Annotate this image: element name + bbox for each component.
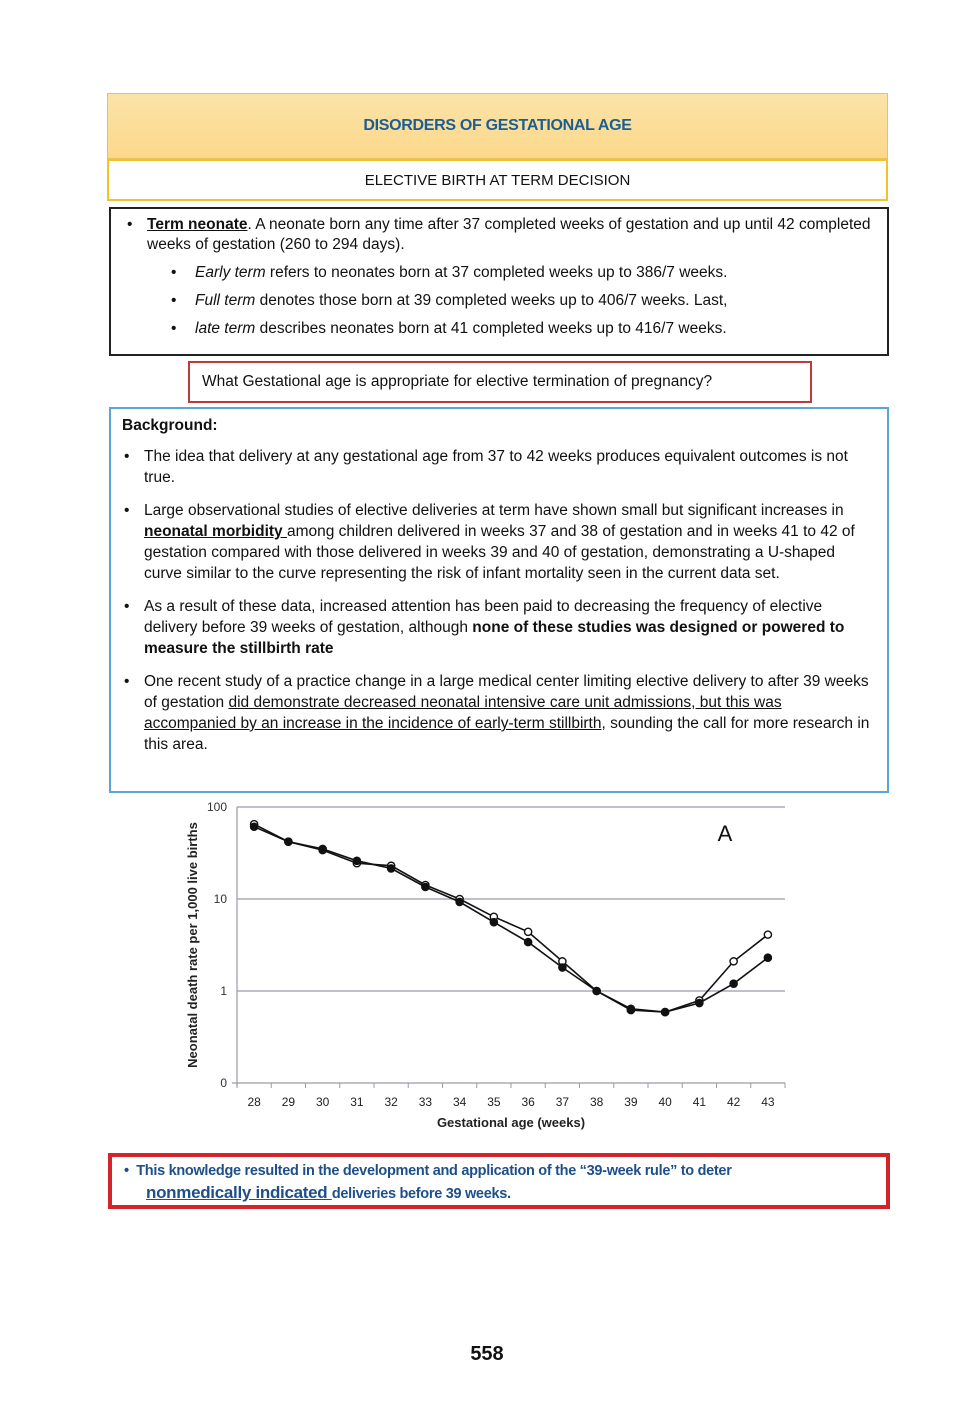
svg-text:38: 38 <box>589 1095 604 1109</box>
svg-text:31: 31 <box>350 1095 364 1109</box>
subitem-text: refers to neonates born at 37 completed weeks up to 386/7 weeks. <box>265 264 728 281</box>
definition-box <box>109 207 889 356</box>
svg-text:32: 32 <box>384 1095 398 1109</box>
svg-text:Gestational age (weeks): Gestational age (weeks) <box>436 1115 586 1130</box>
bullet-icon: • <box>124 1163 137 1179</box>
conclusion-box <box>108 1153 890 1209</box>
svg-text:29: 29 <box>281 1095 296 1109</box>
svg-text:30: 30 <box>315 1095 330 1109</box>
conclusion-text: This knowledge resulted in the development and application of the “39-week rule” to deter <box>136 1163 732 1179</box>
background-text: , sounding the call for more research in this area. <box>144 715 870 753</box>
subitem-label: late term <box>195 320 256 337</box>
svg-text:41: 41 <box>692 1095 707 1109</box>
svg-text:28: 28 <box>247 1095 261 1109</box>
subitem-text: denotes those born at 39 completed weeks up to 406/7 weeks. Last, <box>255 292 728 309</box>
svg-text:0: 0 <box>220 1076 227 1090</box>
subitem-early-term <box>169 263 873 283</box>
background-item <box>122 596 873 659</box>
conclusion-text: deliveries before 39 weeks. <box>331 1186 511 1202</box>
svg-text:35: 35 <box>487 1095 501 1109</box>
background-text: Large observational studies of elective deliveries at term have shown small but significant increases in <box>144 502 844 519</box>
background-box <box>109 407 889 793</box>
section-title: DISORDERS OF GESTATIONAL AGE <box>363 117 632 134</box>
background-item <box>122 500 873 584</box>
subitem-label: Full term <box>195 292 256 309</box>
subitem-text: describes neonates born at 41 completed weeks up to 416/7 weeks. <box>255 320 727 337</box>
background-text: As a result of these data, increased attention has been paid to decreasing the frequency of elective delivery before 39 weeks of gestation, although <box>144 598 823 636</box>
svg-text:100: 100 <box>206 800 227 814</box>
neonatal-death-rate-chart <box>180 795 800 1140</box>
background-item <box>122 446 873 488</box>
svg-text:34: 34 <box>452 1095 467 1109</box>
background-heading: Background: <box>122 417 218 434</box>
svg-text:36: 36 <box>521 1095 535 1109</box>
background-text: among children delivered in weeks 37 and 38 of gestation and in weeks 41 to 42 of gestation compared with those delivered in weeks 39 and 40 of gestation, demonstrating a U-shaped curve similar to the curve representing the risk of infant mortality seen in the current data set. <box>144 523 855 582</box>
subitem-late-term <box>169 319 873 339</box>
subitem-full-term <box>169 291 873 311</box>
topic-subtitle-text: ELECTIVE BIRTH AT TERM DECISION <box>364 171 631 189</box>
svg-text:33: 33 <box>418 1095 433 1109</box>
svg-text:42: 42 <box>726 1095 741 1109</box>
question-box <box>188 361 812 403</box>
subitem-label: Early term <box>195 264 266 281</box>
section-title-banner <box>107 93 888 159</box>
svg-text:1: 1 <box>220 984 227 998</box>
svg-text:10: 10 <box>213 892 227 906</box>
background-item <box>122 671 873 755</box>
svg-text:39: 39 <box>624 1095 638 1109</box>
definition-text: . A neonate born any time after 37 completed weeks of gestation and up until 42 completed weeks of gestation (260 to 294 days). <box>147 216 871 253</box>
svg-text:A: A <box>717 821 733 846</box>
svg-text:43: 43 <box>761 1095 775 1109</box>
emphasis-text: did demonstrate decreased neonatal intensive care unit admissions, but this was accompanied by an increase in the incidence of early-term stillbirth <box>144 694 782 732</box>
background-text: The idea that delivery at any gestational age from 37 to 42 weeks produces equivalent outcomes is not true. <box>144 448 848 486</box>
question-text: What Gestational age is appropriate for elective termination of pregnancy? <box>202 373 713 390</box>
page-number: 558 <box>470 1343 504 1365</box>
emphasis-text: none of these studies was designed or powered to measure the stillbirth rate <box>144 619 845 657</box>
chart-svg <box>180 795 800 1140</box>
background-text: One recent study of a practice change in a large medical center limiting elective delivery to after 39 weeks of gestation <box>144 673 869 711</box>
term-label: Term neonate <box>147 216 248 233</box>
emphasis-text: neonatal morbidity <box>144 523 287 540</box>
conclusion-emphasis: nonmedically indicated <box>146 1183 332 1202</box>
svg-text:37: 37 <box>555 1095 570 1109</box>
svg-text:Neonatal death rate per 1,000: Neonatal death rate per 1,000 live births <box>185 822 200 1068</box>
topic-subtitle <box>107 159 888 201</box>
definition-item <box>125 215 873 255</box>
svg-text:40: 40 <box>658 1095 672 1109</box>
